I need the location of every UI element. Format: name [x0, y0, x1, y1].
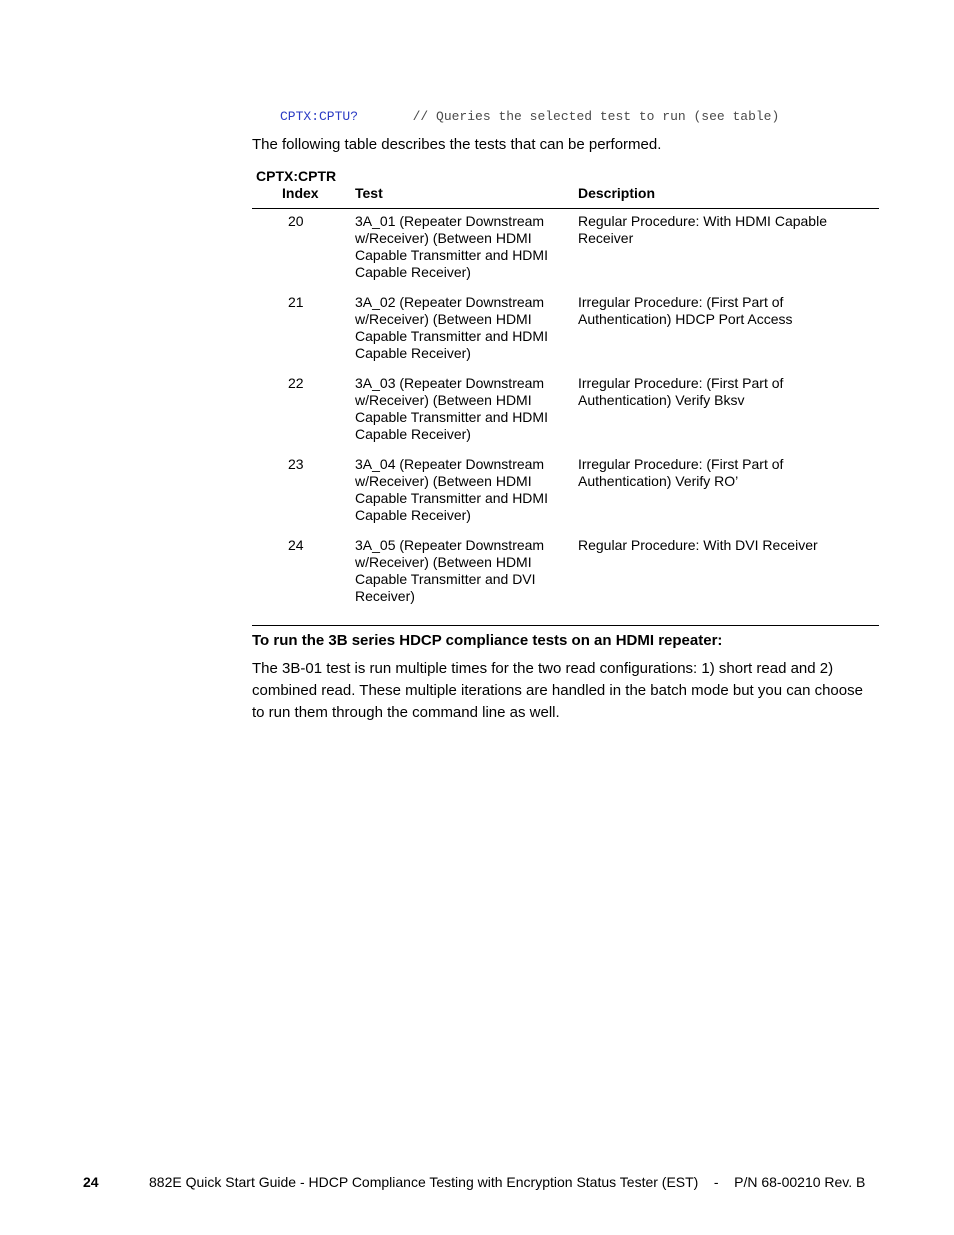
- row-index: 22: [288, 375, 304, 391]
- code-example: [280, 109, 779, 124]
- row-index: 20: [288, 213, 304, 229]
- section-subheading: To run the 3B series HDCP compliance tests on an HDMI repeater:: [252, 632, 723, 649]
- table-row: [252, 293, 879, 374]
- header-test: Test: [355, 185, 383, 201]
- tests-table: [252, 168, 879, 626]
- header-index: Index: [282, 185, 319, 201]
- row-description: Irregular Procedure: (First Part of Authentication) HDCP Port Access: [578, 294, 793, 327]
- table-body: [252, 209, 879, 626]
- page-number: 24: [83, 1174, 99, 1190]
- table-header: [252, 168, 879, 209]
- table-row: [252, 212, 879, 293]
- table-row: [252, 536, 879, 617]
- row-description: Irregular Procedure: (First Part of Authentication) Verify Bksv: [578, 375, 784, 408]
- row-description: Regular Procedure: With HDMI Capable Receiver: [578, 213, 827, 246]
- intro-text: The following table describes the tests that can be performed.: [252, 136, 662, 153]
- table-row: [252, 374, 879, 455]
- row-description: Irregular Procedure: (First Part of Authentication) Verify RO’: [578, 456, 784, 489]
- row-index: 21: [288, 294, 304, 310]
- body-paragraph: The 3B-01 test is run multiple times for the two read configurations: 1) short read and 2) combined read. These multiple iterations are handled in the batch mode but you can choose to run them through the command line as well.: [252, 660, 863, 721]
- row-test: 3A_05 (Repeater Downstream w/Receiver) (Between HDMI Capable Transmitter and DVI Receiver): [355, 537, 545, 604]
- code-command: CPTX:CPTU?: [280, 109, 359, 124]
- header-description: Description: [578, 185, 656, 201]
- code-comment: // Queries the selected test to run (see table): [412, 109, 780, 124]
- row-test: 3A_01 (Repeater Downstream w/Receiver) (Between HDMI Capable Transmitter and HDMI Capable Receiver): [355, 213, 548, 280]
- header-command: CPTX:CPTR: [256, 168, 337, 184]
- table-row: [252, 455, 879, 536]
- row-test: 3A_02 (Repeater Downstream w/Receiver) (Between HDMI Capable Transmitter and HDMI Capable Receiver): [355, 294, 548, 361]
- row-index: 24: [288, 537, 304, 553]
- row-test: 3A_03 (Repeater Downstream w/Receiver) (Between HDMI Capable Transmitter and HDMI Capable Receiver): [355, 375, 548, 442]
- footer-text: 882E Quick Start Guide - HDCP Compliance Testing with Encryption Status Tester (EST) - P/N 68-00210 Rev. B: [149, 1174, 866, 1190]
- row-description: Regular Procedure: With DVI Receiver: [578, 537, 818, 553]
- row-test: 3A_04 (Repeater Downstream w/Receiver) (Between HDMI Capable Transmitter and HDMI Capable Receiver): [355, 456, 548, 523]
- row-index: 23: [288, 456, 304, 472]
